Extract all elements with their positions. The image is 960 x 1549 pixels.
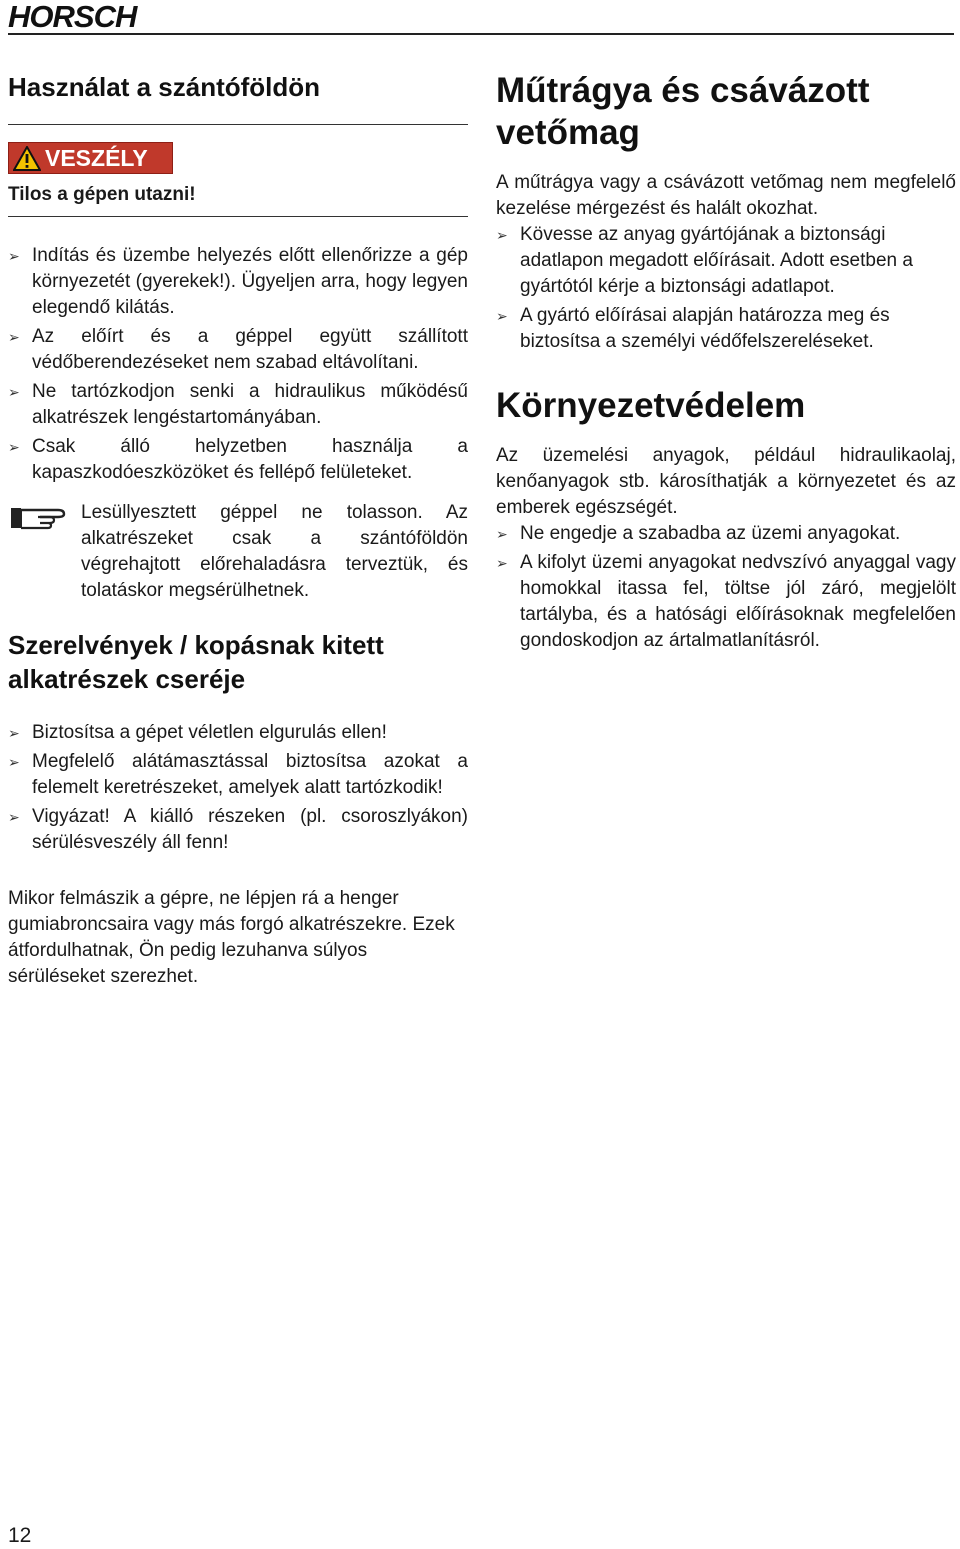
danger-text: Tilos a gépen utazni! (8, 183, 196, 205)
page-number: 12 (8, 1524, 32, 1547)
list-item: ➢ Megfelelő alátámasztással biztosítsa azokat a felemelt keretrészeket, amelyek alatt tartózkodik! (8, 750, 468, 798)
arrow-bullet-icon: ➢ (8, 724, 20, 741)
list-item: ➢ A kifolyt üzemi anyagokat nedvszívó anyaggal vagy homokkal itassa fel, töltse jól záró, megjelölt tartályba, és a hatósági előírásoknak megfelelően gondoskodjon az ártalmatlanításról. (496, 552, 956, 651)
usage-list (8, 243, 468, 486)
list-item: ➢ Indítás és üzembe helyezés előtt ellenőrizze a gép környezetét (gyerekek!). Ügyeljen arra, hogy legyen elegendő kilátás. (8, 244, 468, 318)
environment-paragraph: Az üzemelési anyagok, például hidraulikaolaj, kenőanyagok stb. károsíthatják a környezetet és az emberek egészségét. (496, 445, 956, 518)
environment-list (496, 521, 956, 654)
left-column (8, 70, 468, 990)
header-rule (8, 33, 954, 35)
wear-parts-list (8, 720, 468, 856)
arrow-bullet-icon: ➢ (8, 808, 20, 825)
fertilizer-paragraph: A műtrágya vagy a csávázott vetőmag nem megfelelő kezelése mérgezést és halált okozhat. (496, 172, 956, 219)
arrow-bullet-icon: ➢ (496, 555, 508, 571)
list-item: ➢ Az előírt és a géppel együtt szállított védőberendezéseket nem szabad eltávolítani. (8, 325, 468, 373)
list-item: ➢ A gyártó előírásai alapján határozza meg és biztosítsa a személyi védőfelszereléseket. (496, 305, 890, 352)
pointing-hand-icon (10, 504, 66, 530)
list-item: ➢ Csak álló helyzetben használja a kapaszkodóeszközöket és fellépő felületeket. (8, 435, 468, 483)
right-column (496, 70, 956, 657)
arrow-bullet-icon: ➢ (8, 438, 20, 455)
arrow-bullet-icon: ➢ (496, 308, 508, 324)
horsch-logo: HORSCH (8, 0, 137, 34)
danger-label: VESZÉLY (45, 144, 148, 171)
arrow-bullet-icon: ➢ (8, 383, 20, 400)
list-item: ➢ Ne tartózkodjon senki a hidraulikus működésű alkatrészek lengéstartományában. (8, 380, 468, 428)
environment-heading: Környezetvédelem (496, 386, 806, 425)
section-rule (8, 216, 468, 217)
climb-warning-paragraph: Mikor felmászik a gépre, ne lépjen rá a henger gumiabroncsaira vagy más forgó alkatrészekre. Ezek átfordulhatnak, Ön pedig lezuhanva súlyos sérüléseket szerezhet. (8, 887, 455, 987)
arrow-bullet-icon: ➢ (8, 753, 20, 770)
danger-badge (8, 142, 173, 174)
warning-triangle-icon (13, 146, 41, 171)
note-block (8, 500, 468, 604)
list-item: ➢ Ne engedje a szabadba az üzemi anyagokat. (496, 521, 956, 547)
list-item: ➢ Kövesse az anyag gyártójának a biztonsági adatlapon megadott előírásait. Adott esetben a gyártótól kérje a biztonsági adatlapot. (496, 224, 913, 297)
arrow-bullet-icon: ➢ (496, 526, 508, 542)
list-item: ➢ Vigyázat! A kiálló részeken (pl. csoroszlyákon) sérülésveszély áll fenn! (8, 805, 468, 853)
fertilizer-heading: Műtrágya és csávázott vetőmag (496, 71, 870, 152)
wear-parts-heading: Szerelvények / kopásnak kitett alkatrészek cseréje (8, 629, 384, 694)
arrow-bullet-icon: ➢ (8, 328, 20, 345)
note-text: Lesüllyesztett géppel ne tolasson. Az alkatrészeket csak a szántóföldön végrehajtott előrehaladásra terveztük, és tolatáskor megsérülhetnek. (81, 501, 468, 601)
danger-banner (8, 142, 468, 176)
section-rule (8, 124, 468, 125)
list-item: ➢ Biztosítsa a gépet véletlen elgurulás ellen! (8, 720, 468, 746)
fertilizer-list (496, 222, 956, 355)
arrow-bullet-icon: ➢ (8, 247, 20, 264)
usage-heading: Használat a szántóföldön (8, 72, 321, 102)
arrow-bullet-icon: ➢ (496, 227, 508, 243)
